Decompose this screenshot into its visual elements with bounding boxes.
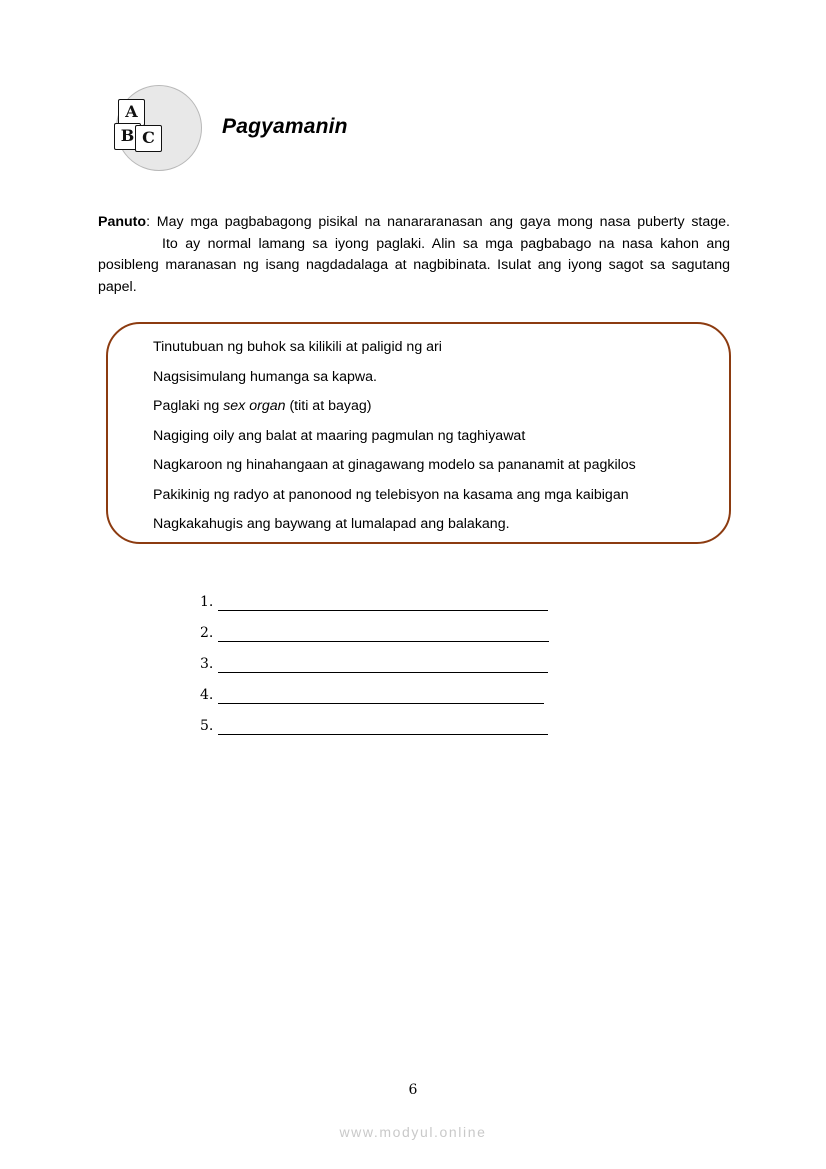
letter-block-c-icon: C xyxy=(135,125,162,152)
list-item-text-post: (titi at bayag) xyxy=(285,398,372,414)
watermark: www.modyul.online xyxy=(339,1124,487,1140)
answer-row xyxy=(200,704,560,735)
list-item-text-pre: Paglaki ng xyxy=(153,398,224,414)
answer-row xyxy=(200,642,560,673)
abc-blocks-icon xyxy=(98,85,182,169)
list-item: Tinutubuan ng buhok sa kilikili at paligid ng ari xyxy=(153,339,442,355)
page-number: 6 xyxy=(408,1082,418,1098)
answer-row xyxy=(200,673,560,704)
answer-blank-line[interactable] xyxy=(218,687,544,704)
instruction-text-part2: Ito ay normal lamang sa iyong paglaki. Alin sa mga pagbabago na nasa kahon ang posibleng maranasan ng isang nagdadalaga at nagbibinata. Isulat ang iyong sagot sa sagutang papel. xyxy=(98,235,730,295)
answer-row xyxy=(200,580,560,611)
answer-number: 3. xyxy=(200,656,214,672)
letter-block-a-icon: A xyxy=(118,99,145,126)
items-box xyxy=(106,322,731,544)
answer-number: 2. xyxy=(200,625,214,641)
list-item: Nagiging oily ang balat at maaring pagmulan ng taghiyawat xyxy=(153,427,526,444)
list-item: Nagsisimulang humanga sa kapwa. xyxy=(153,368,377,385)
list-item-text-italic: sex organ xyxy=(223,398,286,414)
list-item xyxy=(153,397,719,416)
page-title: Pagyamanin xyxy=(222,115,348,138)
instruction-label: Panuto xyxy=(98,214,147,230)
answer-blank-line[interactable] xyxy=(218,656,548,673)
instruction-paragraph xyxy=(98,212,730,298)
answer-lines xyxy=(200,580,560,735)
answer-number: 5. xyxy=(200,718,214,734)
answer-blank-line[interactable] xyxy=(218,625,549,642)
instruction-text-part1: : May mga pagbabagong pisikal na nanararanasan ang gaya mong nasa puberty stage. xyxy=(146,214,730,230)
items-list xyxy=(153,338,719,545)
answer-blank-line[interactable] xyxy=(218,718,548,735)
list-item: Nagkaroon ng hinahangaan at ginagawang modelo sa pananamit at pagkilos xyxy=(153,457,636,473)
list-item: Nagkakahugis ang baywang at lumalapad ang balakang. xyxy=(153,516,510,532)
answer-row xyxy=(200,611,560,642)
letter-block-b-icon: B xyxy=(114,123,141,150)
section-header xyxy=(98,85,738,180)
list-item: Pakikinig ng radyo at panonood ng telebisyon na kasama ang mga kaibigan xyxy=(153,486,629,503)
answer-number: 4. xyxy=(200,687,214,703)
answer-number: 1. xyxy=(200,594,214,610)
answer-blank-line[interactable] xyxy=(218,594,548,611)
